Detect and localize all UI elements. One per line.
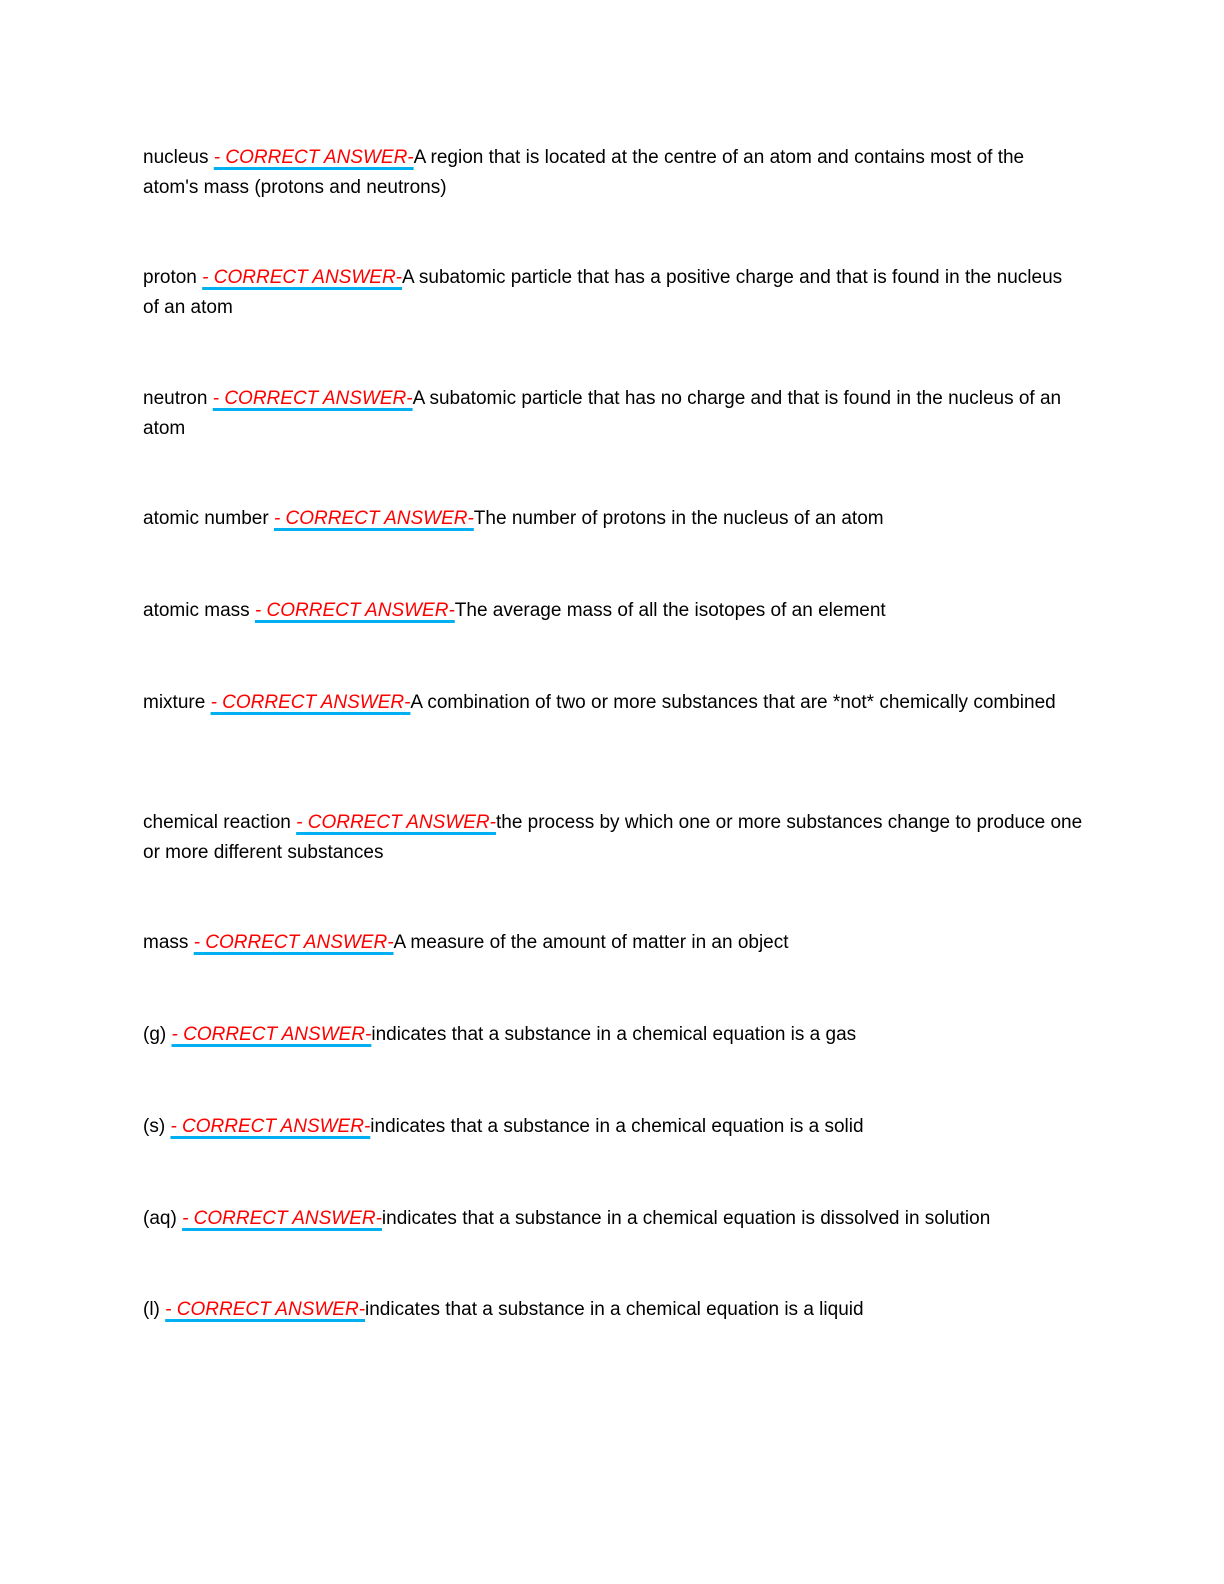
entry-definition: indicates that a substance in a chemical equation is a liquid (365, 1299, 864, 1320)
entry-definition: indicates that a substance in a chemical equation is a solid (370, 1116, 864, 1137)
correct-answer-marker: - CORRECT ANSWER- (165, 1299, 366, 1320)
entry-term: (aq) (143, 1208, 177, 1229)
entry-term: neutron (143, 388, 208, 409)
entry-definition: A region that is located at the centre of an atom and contains most of the atom's mass (protons and neutrons) (143, 147, 1025, 198)
correct-answer-marker: - CORRECT ANSWER- (182, 1208, 382, 1229)
entry-atomic-mass (143, 596, 1083, 626)
entry-term: atomic mass (143, 600, 250, 621)
correct-answer-marker: - CORRECT ANSWER- (296, 812, 496, 833)
entry-term: nucleus (143, 147, 209, 168)
entry-term: proton (143, 267, 197, 288)
correct-answer-marker: - CORRECT ANSWER- (213, 147, 414, 168)
entry-term: (s) (143, 1116, 166, 1137)
entry-term: chemical reaction (143, 812, 291, 833)
entry-definition: A subatomic particle that has a positive charge and that is found in the nucleus of an atom (143, 267, 1063, 318)
correct-answer-marker: - CORRECT ANSWER- (202, 267, 402, 288)
entry-mass (143, 928, 1083, 958)
entry-definition: indicates that a substance in a chemical equation is dissolved in solution (381, 1208, 991, 1229)
entry-aqueous-symbol (143, 1204, 1083, 1234)
entry-term: mass (143, 932, 189, 953)
correct-answer-marker: - CORRECT ANSWER- (210, 692, 411, 713)
correct-answer-marker: - CORRECT ANSWER- (170, 1116, 371, 1137)
entry-definition: The average mass of all the isotopes of an element (454, 600, 886, 621)
correct-answer-marker: - CORRECT ANSWER- (212, 388, 413, 409)
entry-mixture (143, 688, 1083, 718)
entry-definition: The number of protons in the nucleus of an atom (473, 508, 884, 529)
entry-gas-symbol (143, 1020, 1083, 1050)
correct-answer-marker: - CORRECT ANSWER- (273, 508, 474, 529)
correct-answer-marker: - CORRECT ANSWER- (171, 1024, 372, 1045)
entry-neutron (143, 384, 1083, 443)
entry-definition: A measure of the amount of matter in an object (393, 932, 789, 953)
entry-definition: A subatomic particle that has no charge and that is found in the nucleus of an atom (143, 388, 1062, 439)
entry-nucleus (143, 143, 1083, 202)
correct-answer-marker: - CORRECT ANSWER- (193, 932, 394, 953)
entry-term: atomic number (143, 508, 269, 529)
entry-atomic-number (143, 504, 1083, 534)
entry-liquid-symbol (143, 1295, 1083, 1325)
entry-solid-symbol (143, 1112, 1083, 1142)
entry-term: (l) (143, 1299, 160, 1320)
entry-definition: indicates that a substance in a chemical equation is a gas (371, 1024, 857, 1045)
entry-definition: A combination of two or more substances that are *not* chemically combined (410, 692, 1056, 713)
entry-term: mixture (143, 692, 206, 713)
entry-proton (143, 263, 1083, 322)
entry-definition: the process by which one or more substances change to produce one or more different substances (143, 812, 1083, 863)
entry-chemical-reaction (143, 808, 1083, 867)
correct-answer-marker: - CORRECT ANSWER- (254, 600, 455, 621)
entry-term: (g) (143, 1024, 167, 1045)
